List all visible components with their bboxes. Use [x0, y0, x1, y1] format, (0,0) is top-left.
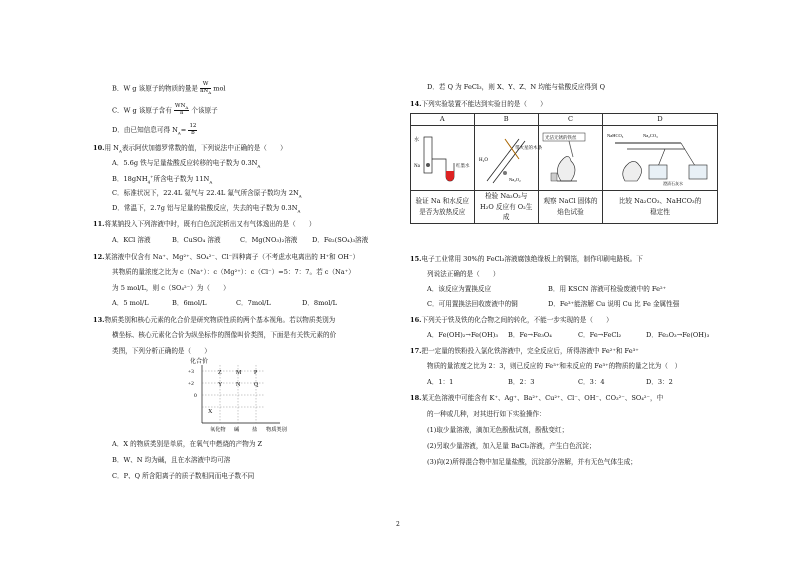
option: D．若 Q 为 FeCl₃，则 X、Y、Z、N 均能与盐酸反应得到 Q: [427, 83, 606, 91]
flame-test-apparatus-icon: [539, 129, 601, 187]
question-17: 17.把一定量的铁粉投入氯化铁溶液中，完全反应后，所得溶液中 Fe²⁺和 Fe³⁺: [410, 347, 639, 355]
experiment-purpose: 观察 NaCl 固体的焰色试验: [538, 191, 602, 224]
question-10: 10.用 $N_A$表示阿伏加德罗常数的值，下列说法中正确的是（ ）: [93, 144, 287, 154]
option: C．3：4: [578, 378, 605, 386]
experiment-table: [410, 113, 718, 224]
option: B．6mol/L: [172, 299, 207, 307]
question-line: 列说法正确的是（ ）: [427, 270, 500, 278]
option: B．2：3: [508, 378, 535, 386]
question-line: 的一种或几种，对其进行如下实验操作：: [427, 410, 546, 418]
question-16: 16.下列关于铁及铁的化合物之间的转化，不能一步实现的是（ ）: [410, 316, 613, 324]
question-11: 11.将某钠投入下列溶液中时，既有白色沉淀析出又有气体逸出的是（ ）: [93, 220, 316, 228]
experiment-purpose: 比较 Na₂CO₃、NaHCO₃的稳定性: [603, 191, 718, 224]
option: C．Fe→FeCl₂: [578, 331, 622, 339]
svg-text:澄清石灰水: 澄清石灰水: [663, 181, 684, 186]
svg-text:Na₂CO₃: Na₂CO₃: [643, 133, 658, 138]
option: A．1：1: [427, 378, 454, 386]
question-line: 为 5 mol/L，则 c（SO₄²⁻）为（ ）: [112, 284, 230, 292]
option: A．X 的物质类别是单质，在氧气中燃烧的产物为 Z: [112, 440, 263, 448]
svg-text:带火星的木条: 带火星的木条: [515, 145, 543, 150]
question-line: 物质的量浓度之比为 2：3，则已反应的 Fe³⁺和未反应的 Fe³⁺的物质的量之比为（ ）: [427, 362, 682, 370]
page-number: 2: [396, 521, 400, 528]
table-header: C: [538, 114, 602, 126]
x-label: 氧化物: [210, 427, 226, 433]
fraction: $\frac{WN_A}{a}$: [174, 103, 189, 117]
option: B．Fe→Fe₃O₄: [508, 331, 552, 339]
point-label: P: [254, 370, 258, 376]
question-13: 13.物质类别和核心元素的化合价是研究物质性质的两个基本视角。若以物质类别为: [93, 316, 336, 324]
table-header: A: [411, 114, 475, 126]
question-line: 其物质的量浓度之比为 c（Na⁺）：c（Mg²⁺）：c（Cl⁻）=5：7：7。若 c（Na⁺）: [112, 268, 355, 276]
option: D．Fe₂(SO₄)₃溶液: [312, 236, 369, 244]
sodium-peroxide-apparatus-icon: [475, 129, 543, 187]
y-tick-label: +2: [188, 381, 194, 387]
question-14: 14.下列实验装置不能达到实验目的是（ ）: [410, 100, 547, 108]
option: C．Mg(NO₃)₂溶液: [240, 236, 298, 244]
point-label: Z: [218, 370, 222, 376]
chart-ylabel: 化合价: [190, 359, 209, 365]
y-tick-label: +3: [188, 369, 194, 375]
option: C．P、Q 所含阳离子的质子数相同而电子数不同: [112, 472, 255, 480]
option: A．KCl 溶液: [112, 236, 151, 244]
point-label: N: [236, 382, 241, 388]
option-line: D．常温下，2.7g 铝与足量的盐酸反应，失去的电子数为 $0.3N_A$: [112, 204, 301, 214]
question-15: 15.电子工业常用 30%的 FeCl₃溶液腐蚀绝缘板上的铜箔，制作印刷电路板。下: [410, 255, 643, 263]
option-b-line: B．W g 该原子的物质的量是 $\frac{W}{aN_A}$ mol: [112, 81, 226, 95]
option-line: A．5.6g 铁与足量盐酸反应转移的电子数为 $0.3N_A$: [112, 159, 261, 169]
svg-text:Na₂O₂: Na₂O₂: [509, 177, 521, 182]
apparatus-b: [474, 126, 543, 191]
fraction: $\frac{12}{b}$: [189, 123, 197, 136]
option-line: C．标准状况下，22.4L 氦气与 22.4L 氟气所含原子数均为 $2N_A$: [112, 189, 302, 199]
fraction: $\frac{W}{aN_A}$: [200, 81, 212, 95]
option: D．3：2: [646, 378, 673, 386]
x-label: 碱: [234, 427, 240, 433]
option-line: B．18gNH$_4$+所含电子数为 $11N_A$: [112, 174, 213, 185]
option: A．Fe(OH)₂→Fe(OH)₃: [427, 331, 499, 339]
question-12: 12.某溶液中仅含有 Na⁺、Mg²⁺、SO₄²⁻、Cl⁻四种离子（不考虑水电离出的 H⁺和 OH⁻）: [93, 253, 360, 261]
option: C．7mol/L: [236, 299, 271, 307]
question-18: 18.某无色溶液中可能含有 K⁺、Ag⁺、Ba²⁺、Cu²⁺、Cl⁻、OH⁻、CO₃²⁻、SO₄²⁻，中: [410, 394, 664, 402]
svg-text:H₂O: H₂O: [479, 158, 489, 163]
apparatus-a: [411, 126, 475, 191]
experiment-step: (2)另取少量溶液，加入足量 BaCl₂溶液，产生白色沉淀；: [427, 442, 596, 450]
y-tick-label: 0: [194, 393, 197, 399]
option: C．可用置换法回收废液中的铜: [427, 300, 518, 308]
svg-text:Na: Na: [414, 164, 421, 169]
point-label: X: [208, 409, 213, 415]
option: D．8mol/L: [302, 299, 338, 307]
option: B．用 KSCN 溶液可检验废液中的 Fe²⁺: [548, 285, 667, 293]
experiment-purpose: 检验 Na₂O₂与 H₂O 反应有 O₂生成: [474, 191, 538, 224]
experiment-step: (3)向(2)所得混合物中加足量盐酸，沉淀部分溶解，并有无色气体生成；: [427, 458, 637, 466]
option-d-line: D．由已知信息可得 $N_A=$ $\frac{12}{b}$: [112, 123, 197, 136]
apparatus-c: [538, 126, 602, 191]
x-label: 物质类别: [266, 427, 287, 433]
option: A．该反应为置换反应: [427, 285, 492, 293]
option: B．W、N 均为碱，且在水溶液中均可溶: [112, 456, 231, 464]
option-text: B．W g 该原子的物质的量是: [112, 84, 198, 93]
apparatus-d: [603, 126, 718, 191]
point-label: Q: [254, 382, 259, 388]
option: A．5 mol/L: [112, 299, 149, 307]
question-line: 类图，下列分析正确的是（ ）: [112, 347, 211, 355]
point-label: Y: [218, 382, 223, 388]
x-label: 盐: [252, 427, 258, 433]
option: D．Fe₂O₃→Fe(OH)₃: [646, 331, 710, 339]
svg-text:红墨水: 红墨水: [456, 163, 470, 168]
experiment-purpose: 验证 Na 和水反应是否为放热反应: [411, 191, 475, 224]
table-header: B: [474, 114, 538, 126]
option: B．CuSO₄ 溶液: [172, 236, 221, 244]
option-c-line: C．W g 该原子含有 $\frac{WN_A}{a}$ 个该原子: [112, 103, 218, 117]
svg-text:NaHCO₃: NaHCO₃: [607, 133, 624, 138]
valence-class-chart: [180, 355, 310, 435]
point-label: M: [236, 370, 242, 376]
question-line: 横坐标、核心元素化合价为纵坐标作的图像叫价类图，下面是有关铁元素的价: [112, 331, 337, 339]
sodium-water-apparatus-icon: [412, 129, 472, 187]
svg-text:水: 水: [414, 138, 420, 143]
experiment-step: (1)取少量溶液，滴加无色酚酞试剂，酚酞变红；: [427, 426, 569, 434]
svg-text:光洁无锈的铁丝: 光洁无锈的铁丝: [545, 135, 577, 140]
option: D．Fe³⁺能溶解 Cu 说明 Cu 比 Fe 金属性强: [548, 300, 680, 308]
carbonate-stability-apparatus-icon: [605, 129, 715, 187]
table-header: D: [603, 114, 718, 126]
